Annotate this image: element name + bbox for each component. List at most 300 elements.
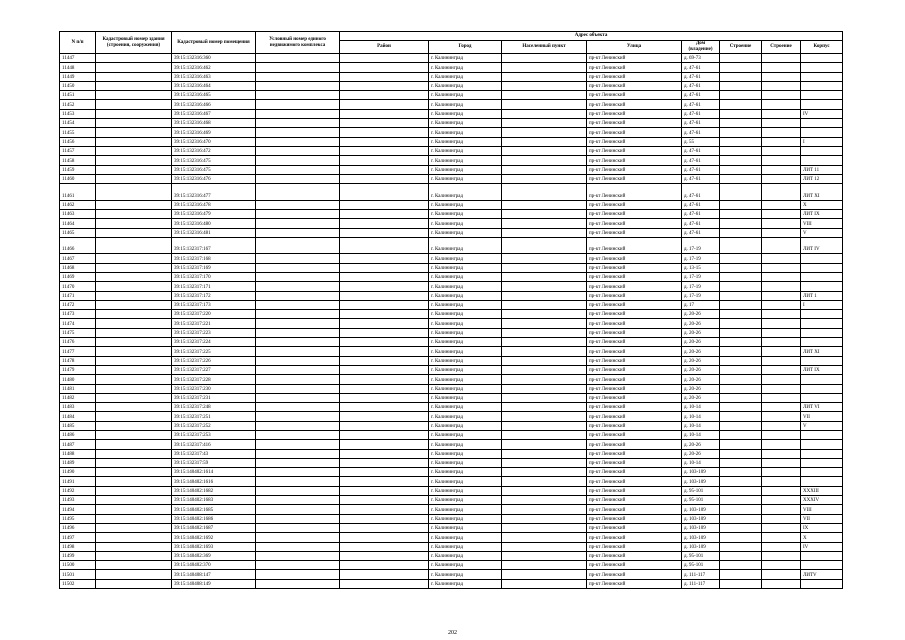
cell-construction [762,63,801,72]
cell-settlement [502,209,587,218]
cell-row-number: 11474 [60,319,96,328]
cell-city: г. Калининград [429,63,502,72]
cell-building-cadastral [96,412,172,421]
cell-house: д. 17-19 [682,237,720,254]
cell-building-cadastral [96,375,172,384]
table-row [60,174,843,183]
cell-street: пр-кт Ленинский [587,579,682,588]
cell-block [801,449,843,458]
cell-premises-cadastral: 39:15:140402:369 [172,551,256,560]
cell-house: д. 47-61 [682,228,720,237]
cell-settlement [502,505,587,514]
cell-building-cadastral [96,458,172,467]
header-street: Улица [587,41,682,54]
cell-city: г. Калининград [429,458,502,467]
cell-construction [762,300,801,309]
cell-building-cadastral [96,109,172,118]
cell-construction [762,91,801,100]
cell-building-cadastral [96,542,172,551]
cell-street: пр-кт Ленинский [587,81,682,90]
cell-construction [762,375,801,384]
cell-city: г. Калининград [429,375,502,384]
cell-row-number: 11468 [60,263,96,272]
cell-premises-cadastral: 39:15:132316:481 [172,228,256,237]
cell-complex-number [256,237,340,254]
cell-city: г. Калининград [429,523,502,532]
cell-premises-cadastral: 39:15:140402:1686 [172,514,256,523]
cell-complex-number [256,338,340,347]
cell-building-cadastral [96,63,172,72]
cell-row-number: 11450 [60,81,96,90]
cell-district [340,300,429,309]
cell-construction [762,310,801,319]
cell-settlement [502,403,587,412]
cell-settlement [502,263,587,272]
cell-house: д. 17-19 [682,254,720,263]
cell-structure [720,375,762,384]
cell-complex-number [256,263,340,272]
cell-block: ЛИТ 11 [801,165,843,174]
cell-city: г. Калининград [429,551,502,560]
cell-district [340,458,429,467]
cell-district [340,254,429,263]
cell-district [340,291,429,300]
cell-street: пр-кт Ленинский [587,570,682,579]
cell-premises-cadastral: 39:15:132316:464 [172,81,256,90]
cell-house: д. 10-14 [682,403,720,412]
table-row [60,184,843,201]
cell-structure [720,542,762,551]
cell-construction [762,412,801,421]
cell-structure [720,384,762,393]
cell-structure [720,505,762,514]
cell-structure [720,119,762,128]
table-row [60,393,843,402]
cell-block [801,477,843,486]
cell-premises-cadastral: 39:15:140402:1693 [172,542,256,551]
cell-house: д. 47-61 [682,156,720,165]
cell-house: д. 20-26 [682,393,720,402]
cell-row-number: 11481 [60,384,96,393]
cell-city: г. Калининград [429,54,502,63]
cell-city: г. Калининград [429,430,502,439]
cell-district [340,200,429,209]
cell-block: XXXIII [801,486,843,495]
cell-complex-number [256,561,340,570]
cell-district [340,505,429,514]
cell-building-cadastral [96,440,172,449]
cell-city: г. Калининград [429,72,502,81]
cell-complex-number [256,328,340,337]
table-row [60,300,843,309]
cell-structure [720,468,762,477]
cell-construction [762,100,801,109]
cell-house: д. 20-26 [682,347,720,356]
cell-premises-cadastral: 39:15:132316:469 [172,128,256,137]
table-row [60,458,843,467]
cell-building-cadastral [96,54,172,63]
cell-district [340,477,429,486]
cell-settlement [502,468,587,477]
table-row [60,477,843,486]
cell-premises-cadastral: 39:15:140402:370 [172,561,256,570]
cell-settlement [502,347,587,356]
cell-district [340,237,429,254]
cell-structure [720,486,762,495]
table-row [60,403,843,412]
cell-premises-cadastral: 39:15:132317:228 [172,375,256,384]
table-row [60,449,843,458]
cell-district [340,81,429,90]
cell-street: пр-кт Ленинский [587,458,682,467]
cell-complex-number [256,109,340,118]
cell-district [340,393,429,402]
cell-row-number: 11496 [60,523,96,532]
cell-city: г. Калининград [429,384,502,393]
cell-house: д. 103-109 [682,468,720,477]
cell-construction [762,505,801,514]
cell-house: д. 20-26 [682,338,720,347]
table-row [60,200,843,209]
table-row [60,561,843,570]
cell-complex-number [256,403,340,412]
cell-building-cadastral [96,156,172,165]
cell-street: пр-кт Ленинский [587,174,682,183]
cell-block [801,91,843,100]
cell-city: г. Калининград [429,310,502,319]
cell-building-cadastral [96,514,172,523]
cell-block: IV [801,109,843,118]
cell-construction [762,514,801,523]
cell-row-number: 11478 [60,356,96,365]
cell-city: г. Калининград [429,533,502,542]
header-house: Дом (владение) [682,41,720,54]
cell-city: г. Калининград [429,209,502,218]
cell-structure [720,449,762,458]
cell-row-number: 11499 [60,551,96,560]
cell-district [340,356,429,365]
cell-street: пр-кт Ленинский [587,54,682,63]
table-row [60,237,843,254]
cell-structure [720,100,762,109]
cell-building-cadastral [96,219,172,228]
cell-complex-number [256,291,340,300]
cell-settlement [502,228,587,237]
table-row [60,81,843,90]
cell-district [340,228,429,237]
cell-street: пр-кт Ленинский [587,514,682,523]
cell-building-cadastral [96,174,172,183]
cell-building-cadastral [96,209,172,218]
cell-structure [720,365,762,374]
cell-construction [762,430,801,439]
cell-complex-number [256,119,340,128]
cell-structure [720,393,762,402]
cell-structure [720,328,762,337]
cell-block [801,384,843,393]
cell-street: пр-кт Ленинский [587,477,682,486]
cell-premises-cadastral: 39:15:132317:231 [172,393,256,402]
cell-construction [762,200,801,209]
cell-settlement [502,54,587,63]
cell-construction [762,128,801,137]
cell-district [340,272,429,281]
cell-building-cadastral [96,254,172,263]
cell-complex-number [256,551,340,560]
cell-street: пр-кт Ленинский [587,300,682,309]
cell-structure [720,533,762,542]
cell-complex-number [256,156,340,165]
table-row [60,514,843,523]
cell-construction [762,347,801,356]
cell-settlement [502,81,587,90]
cell-street: пр-кт Ленинский [587,375,682,384]
cell-settlement [502,375,587,384]
cell-block [801,119,843,128]
cell-settlement [502,219,587,228]
cell-structure [720,338,762,347]
cell-premises-cadastral: 39:15:132317:220 [172,310,256,319]
cell-construction [762,137,801,146]
cell-street: пр-кт Ленинский [587,100,682,109]
cell-structure [720,496,762,505]
cell-row-number: 11463 [60,209,96,218]
cell-row-number: 11453 [60,109,96,118]
cell-street: пр-кт Ленинский [587,412,682,421]
cell-premises-cadastral: 39:15:132317:225 [172,347,256,356]
cell-construction [762,184,801,201]
cell-house: д. 20-26 [682,440,720,449]
cell-building-cadastral [96,523,172,532]
cell-row-number: 11454 [60,119,96,128]
table-row [60,219,843,228]
cell-settlement [502,200,587,209]
table-row [60,375,843,384]
cell-complex-number [256,272,340,281]
cell-house: д. 47-61 [682,72,720,81]
cell-complex-number [256,184,340,201]
cell-row-number: 11489 [60,458,96,467]
cell-street: пр-кт Ленинский [587,365,682,374]
cell-row-number: 11465 [60,228,96,237]
cell-house: д. 20-26 [682,449,720,458]
cell-street: пр-кт Ленинский [587,393,682,402]
cell-settlement [502,384,587,393]
cell-street: пр-кт Ленинский [587,254,682,263]
cell-settlement [502,356,587,365]
cell-city: г. Калининград [429,328,502,337]
cell-row-number: 11502 [60,579,96,588]
cell-construction [762,356,801,365]
cell-district [340,514,429,523]
cell-row-number: 11490 [60,468,96,477]
cell-structure [720,146,762,155]
cell-row-number: 11483 [60,403,96,412]
cell-building-cadastral [96,579,172,588]
cell-block [801,72,843,81]
cell-house: д. 47-61 [682,174,720,183]
cell-premises-cadastral: 39:15:132317:172 [172,291,256,300]
cell-building-cadastral [96,384,172,393]
cell-building-cadastral [96,319,172,328]
cell-structure [720,209,762,218]
cell-settlement [502,561,587,570]
cell-structure [720,412,762,421]
table-row [60,486,843,495]
cell-structure [720,174,762,183]
cell-district [340,54,429,63]
cell-premises-cadastral: 39:15:132316:475 [172,165,256,174]
header-address-group: Адрес объекта [340,32,843,41]
cell-structure [720,81,762,90]
cell-settlement [502,272,587,281]
table-row [60,254,843,263]
cell-structure [720,421,762,430]
cell-house: д. 10-14 [682,458,720,467]
cell-block [801,63,843,72]
cell-district [340,421,429,430]
cell-building-cadastral [96,128,172,137]
cell-building-cadastral [96,228,172,237]
cell-construction [762,237,801,254]
table-row [60,412,843,421]
cell-building-cadastral [96,421,172,430]
cell-city: г. Калининград [429,272,502,281]
cell-structure [720,514,762,523]
cell-complex-number [256,200,340,209]
cell-structure [720,237,762,254]
cell-construction [762,54,801,63]
cell-row-number: 11458 [60,156,96,165]
cell-settlement [502,319,587,328]
cell-settlement [502,523,587,532]
cell-district [340,561,429,570]
cell-district [340,219,429,228]
cell-district [340,63,429,72]
cell-construction [762,146,801,155]
cell-street: пр-кт Ленинский [587,156,682,165]
cell-district [340,184,429,201]
cell-building-cadastral [96,200,172,209]
cell-house: д. 10-14 [682,412,720,421]
table-row [60,533,843,542]
cell-row-number: 11476 [60,338,96,347]
cell-district [340,156,429,165]
cell-city: г. Калининград [429,237,502,254]
cell-premises-cadastral: 39:15:140402:1687 [172,523,256,532]
cell-street: пр-кт Ленинский [587,137,682,146]
cell-street: пр-кт Ленинский [587,551,682,560]
cell-city: г. Калининград [429,219,502,228]
cell-block: ЛИТ XI [801,347,843,356]
cell-construction [762,174,801,183]
table-row [60,156,843,165]
cell-city: г. Калининград [429,542,502,551]
cell-building-cadastral [96,237,172,254]
cell-district [340,119,429,128]
cell-block [801,440,843,449]
cell-settlement [502,486,587,495]
cell-complex-number [256,449,340,458]
cell-street: пр-кт Ленинский [587,449,682,458]
cell-construction [762,81,801,90]
cell-structure [720,458,762,467]
cell-complex-number [256,468,340,477]
cell-block [801,310,843,319]
cell-row-number: 11449 [60,72,96,81]
cell-structure [720,272,762,281]
cell-district [340,579,429,588]
cell-building-cadastral [96,477,172,486]
cell-city: г. Калининград [429,319,502,328]
cell-city: г. Калининград [429,146,502,155]
cell-city: г. Калининград [429,514,502,523]
table-row [60,209,843,218]
cell-city: г. Калининград [429,137,502,146]
cell-city: г. Калининград [429,338,502,347]
cell-district [340,174,429,183]
cell-building-cadastral [96,338,172,347]
cell-complex-number [256,365,340,374]
header-num: N п/п [60,32,96,54]
cell-row-number: 11475 [60,328,96,337]
cell-construction [762,254,801,263]
cell-settlement [502,412,587,421]
cell-row-number: 11470 [60,282,96,291]
cell-street: пр-кт Ленинский [587,430,682,439]
cell-house: д. 13-15 [682,263,720,272]
cell-structure [720,347,762,356]
cell-street: пр-кт Ленинский [587,523,682,532]
cell-street: пр-кт Ленинский [587,237,682,254]
cell-city: г. Калининград [429,119,502,128]
cell-complex-number [256,440,340,449]
cell-construction [762,291,801,300]
cell-complex-number [256,458,340,467]
cell-row-number: 11464 [60,219,96,228]
cell-house: д. 47-61 [682,146,720,155]
cell-city: г. Калининград [429,561,502,570]
cell-premises-cadastral: 39:15:132317:167 [172,237,256,254]
cell-house: д. 20-26 [682,356,720,365]
cell-premises-cadastral: 39:15:132317:221 [172,319,256,328]
table-row [60,128,843,137]
cell-row-number: 11494 [60,505,96,514]
cell-street: пр-кт Ленинский [587,91,682,100]
cell-street: пр-кт Ленинский [587,421,682,430]
cell-street: пр-кт Ленинский [587,496,682,505]
cell-building-cadastral [96,328,172,337]
cell-premises-cadastral: 39:15:140402:1616 [172,477,256,486]
cell-district [340,72,429,81]
cell-house: д. 20-26 [682,319,720,328]
cell-district [340,328,429,337]
cell-district [340,91,429,100]
cell-construction [762,393,801,402]
header-structure: Строение [720,41,762,54]
cell-premises-cadastral: 39:15:132317:43 [172,449,256,458]
table-row [60,109,843,118]
cell-construction [762,486,801,495]
cell-structure [720,109,762,118]
cell-district [340,403,429,412]
cell-building-cadastral [96,393,172,402]
cell-street: пр-кт Ленинский [587,542,682,551]
cell-city: г. Калининград [429,570,502,579]
table-row [60,384,843,393]
cell-block [801,81,843,90]
cell-construction [762,72,801,81]
